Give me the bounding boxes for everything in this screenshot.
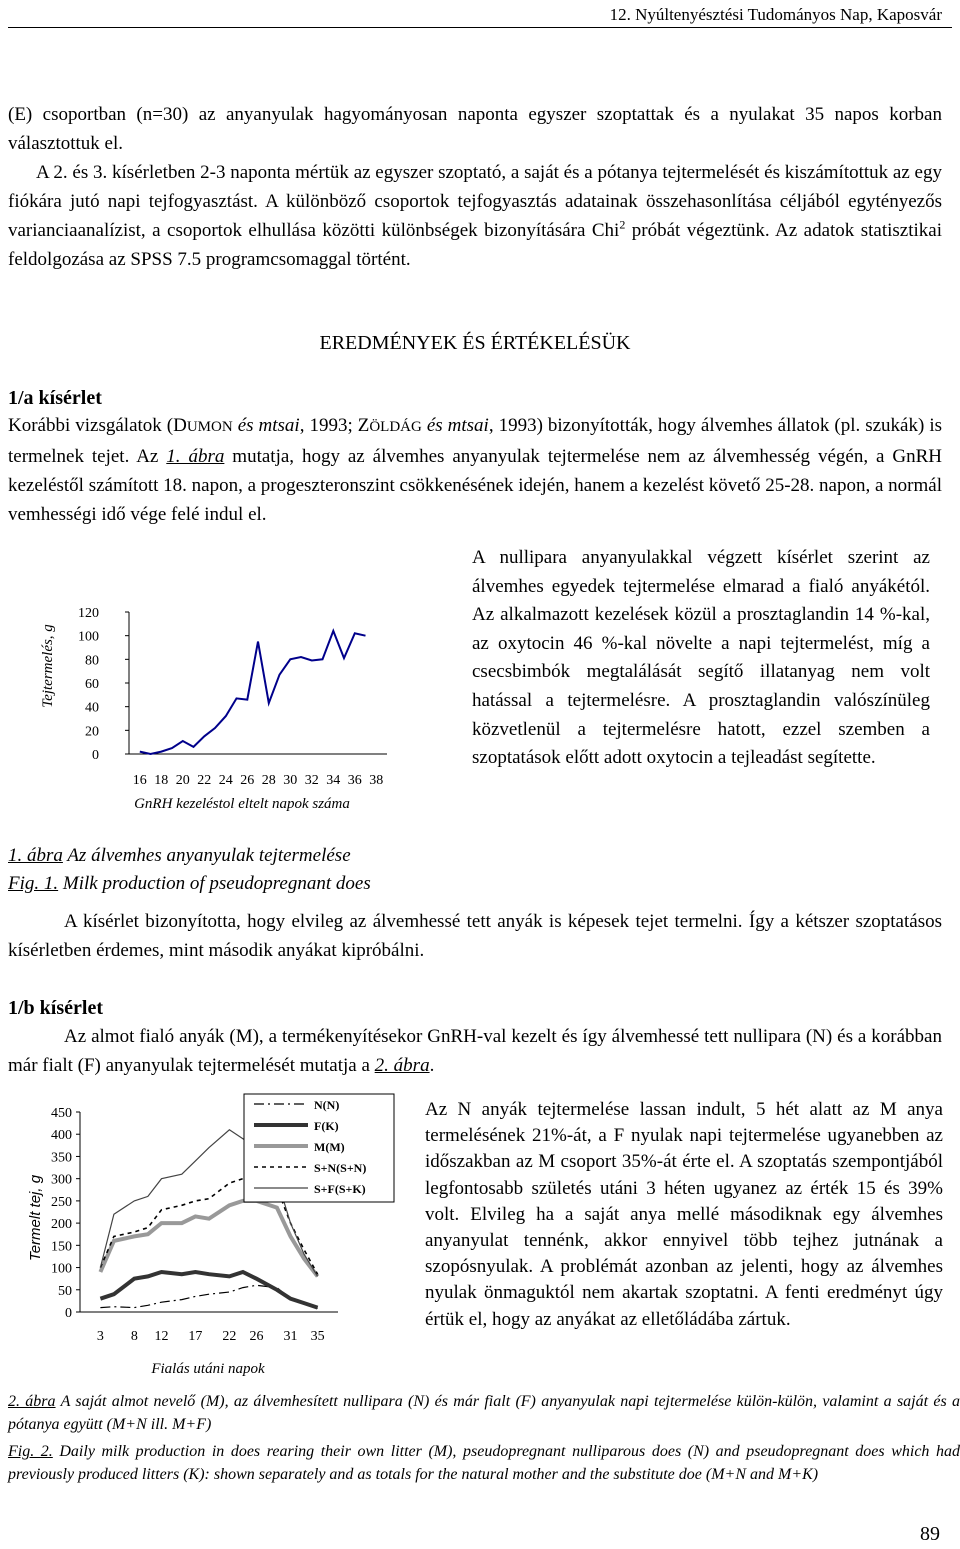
- fig2-y-ticks: [51, 1106, 80, 1321]
- paragraph-7-text: Az N anyák tejtermelése lassan indult, 5 hét alatt az M anya termelésének 21%-át, a F nyulak napi tejtermelése ugyanebben az időszakban az M csoport 35%-át érte el. A szoptatás szempontjából legfontosabb születés utáni 3 héten ugyanez az érték 15 és 39% volt. Elvileg ha a saját anya mellé másodiknak egy álvemhes anyanyulat tennénk, akkor ennyivel több tejhez jutnának a szopósnyulak. A problémát azonban az jelenti, hogy az álvemhes nyulak önmaguktól nem akartak szoptatni. A fenti eredményt úgy értük el, hogy az anyákat az elletőládába zártuk.: [425, 1099, 943, 1330]
- fig1-y-ticks: [78, 606, 129, 763]
- fig1-y-tick-label: 40: [85, 700, 99, 716]
- figure-1-caption-hu: [8, 842, 351, 870]
- section-title: EREDMÉNYEK ÉS ÉRTÉKELÉSÜK: [319, 332, 631, 354]
- chi-superscript: 2: [619, 217, 626, 232]
- fig2-caption-en-label: Fig. 2.: [8, 1443, 53, 1460]
- figure-2-caption-en: [8, 1440, 960, 1486]
- paragraph-2-text-b: próbát végeztünk. Az adatok statisztikai feldolgozása az SPSS 7.5 programcsomaggal történt.: [8, 220, 942, 270]
- fig1-y-tick-label: 100: [78, 629, 99, 645]
- fig1-x-tick-label: 22: [197, 773, 212, 788]
- fig2-y-tick-label: 450: [51, 1106, 72, 1121]
- fig1-y-tick-label: 80: [85, 653, 99, 669]
- fig1-y-tick-label: 120: [78, 606, 99, 621]
- figure-1-chart: [30, 598, 450, 826]
- fig1-caption-hu-label: 1. ábra: [8, 845, 63, 866]
- p3g: , 1993) bizonyították, hogy álvemhes állatok (pl. szukák) is termelnek tejet. Az: [8, 415, 942, 467]
- fig2-legend-label: N(N): [314, 1098, 340, 1112]
- fig1-ylabel: Tejtermelés, g: [40, 624, 56, 708]
- fig2-y-tick-label: 0: [65, 1306, 72, 1321]
- paragraph-2: [8, 158, 942, 274]
- p3f: és mtsai: [421, 415, 489, 436]
- fig1-x-tick-label: 18: [154, 773, 169, 788]
- fig1-x-ticks: [133, 773, 384, 788]
- fig1-series-line: [140, 631, 366, 754]
- fig1-caption-hu-text: Az álvemhes anyanyulak tejtermelése: [62, 845, 351, 866]
- fig1-caption-en-text: Milk production of pseudopregnant does: [58, 873, 371, 894]
- fig2-series-f-k-: [100, 1272, 317, 1308]
- fig2-legend-label: S+F(S+K): [314, 1182, 366, 1196]
- header-text: 12. Nyúltenyésztési Tudományos Nap, Kaposvár: [609, 5, 942, 24]
- fig1-x-tick-label: 36: [347, 773, 362, 788]
- fig2-y-tick-label: 250: [51, 1194, 72, 1210]
- subsection-1a-title: 1/a kísérlet: [8, 387, 102, 409]
- paragraph-3: [8, 411, 942, 529]
- figure-2-reference[interactable]: 2. ábra: [374, 1055, 430, 1076]
- fig2-x-tick-label: 22: [222, 1329, 237, 1344]
- paragraph-7: [425, 1097, 943, 1333]
- fig1-x-tick-label: 28: [261, 773, 276, 788]
- fig1-x-tick-label: 20: [175, 773, 190, 788]
- fig1-caption-en-label: Fig. 1.: [8, 873, 59, 894]
- fig2-y-tick-label: 50: [58, 1283, 72, 1299]
- fig1-x-tick-label: 30: [283, 773, 298, 788]
- fig2-y-tick-label: 200: [51, 1217, 72, 1233]
- p6c: .: [429, 1055, 435, 1076]
- fig1-x-tick-label: 24: [218, 773, 233, 788]
- fig2-xlabel: Fialás utáni napok: [151, 1361, 265, 1377]
- fig2-y-tick-label: 400: [51, 1128, 72, 1144]
- fig1-y-tick-label: 20: [85, 724, 99, 740]
- running-header: [0, 0, 960, 28]
- fig2-x-tick-label: 31: [283, 1329, 298, 1344]
- p3c: és mtsai: [232, 415, 300, 436]
- fig2-x-ticks: [97, 1329, 325, 1344]
- header-rule: [8, 27, 952, 28]
- paragraph-2-text-a: A 2. és 3. kísérletben 2-3 naponta mértük az egyszer szoptató, a saját és a pótanya tejtermelését és kiszámítottuk az egy fiókára jutó napi tejfogyasztást. A különböző csoportok tejfogyasztás adatainak összehasonlítása céljából egytényezős varianciaanalízist, a csoportok elhullása közötti különbségek bizonyítására Chi: [8, 162, 942, 241]
- paragraph-5: [8, 907, 942, 965]
- figure-1-reference[interactable]: 1. ábra: [166, 446, 225, 467]
- p3d: , 1993; Z: [299, 415, 370, 436]
- fig2-caption-en-text: Daily milk production in does rearing their own litter (M), pseudopregnant nulliparous does (N) and pseudopregnant does which had previously produced litters (K): shown separately and as totals for the natural mother and the substitute doe (M+N and M+K): [8, 1443, 960, 1483]
- paragraph-4: [472, 544, 930, 773]
- fig2-ylabel: Termelt tej, g: [27, 1174, 44, 1262]
- fig1-x-tick-label: 26: [240, 773, 255, 788]
- p6a: Az almot fialó anyák (M), a termékenyítésekor GnRH-val kezelt és így álvemhessé tett nullipara (N) és a korábban már fialt (F) anyanyulak tejtermelését mutatja a: [8, 1026, 942, 1076]
- fig2-y-tick-label: 150: [51, 1239, 72, 1255]
- fig2-y-tick-label: 100: [51, 1261, 72, 1277]
- paragraph-6: [8, 1022, 942, 1080]
- paragraph-4-text: A nullipara anyanyulakkal végzett kísérlet szerint az álvemhes egyedek tejtermelése elmarad a fialó anyákétól. Az alkalmazott kezelések közül a prosztaglandin 14 %-kal, az oxytocin 46 %-kal növelte a napi tejtermelést, míg a csecsbimbók megtalálását segítő illatanyag nem volt hatással a tejtermelésre. A prosztaglandin valószínüleg közvetlenül a tejtermelésre hatott, ezzel szemben a szoptatások előtt adott oxytocin a tejleadást segítette.: [472, 547, 930, 769]
- fig2-y-tick-label: 300: [51, 1172, 72, 1188]
- figure-2-caption-hu: [8, 1390, 960, 1436]
- fig1-y-tick-label: 60: [85, 677, 99, 692]
- paragraph-1: [8, 100, 942, 158]
- fig1-x-tick-label: 32: [304, 773, 319, 788]
- fig2-x-tick-label: 3: [96, 1329, 104, 1344]
- p3a: Korábbi vizsgálatok (D: [8, 415, 187, 436]
- figure-1-caption-en: [8, 870, 371, 898]
- paragraph-1-text: (E) csoportban (n=30) az anyanyulak hagyományosan naponta egyszer szoptattak és a nyulakat 35 napos korban választottuk el.: [8, 104, 942, 154]
- fig2-x-tick-label: 35: [310, 1329, 325, 1344]
- fig1-x-tick-label: 16: [132, 773, 147, 788]
- fig2-x-tick-label: 17: [188, 1329, 203, 1344]
- fig2-caption-hu-text: A saját almot nevelő (M), az álvemhesített nullipara (N) és már fialt (F) anyanyulak napi tejtermelése külön-külön, valamint a saját és a pótanya együtt (M+N ill. M+F): [8, 1393, 960, 1433]
- paragraph-5-text: A kísérlet bizonyította, hogy elvileg az álvemhessé tett anyák is képesek tejet termelni. Így a kétszer szoptatásos kísérletben érdemes, mint második anyákat kipróbálni.: [8, 911, 942, 961]
- author-zoldag: ÖLDÁG: [369, 419, 422, 435]
- fig2-x-tick-label: 8: [130, 1329, 138, 1344]
- fig1-xlabel: GnRH kezeléstol eltelt napok száma: [134, 796, 350, 812]
- fig2-caption-hu-label: 2. ábra: [8, 1393, 56, 1410]
- page-number: 89: [920, 1523, 940, 1545]
- author-dumon: UMON: [186, 419, 233, 435]
- fig2-series-m-m-: [100, 1201, 317, 1277]
- fig2-x-tick-label: 12: [154, 1329, 169, 1344]
- fig2-legend-label: M(M): [314, 1140, 345, 1154]
- figure-2-chart: [18, 1090, 398, 1390]
- p3i: mutatja, hogy az álvemhes anyanyulak tejtermelése nem az álvemhesség végén, a GnRH kezeléstől számított 18. napon, a progeszteronszint csökkenésének idején, hanem a kezelést követő 25-28. napon, a normál vemhességi idő vége felé indul el.: [8, 446, 942, 525]
- fig1-x-tick-label: 34: [326, 773, 341, 788]
- fig1-x-tick-label: 38: [369, 773, 384, 788]
- subsection-1b-title: 1/b kísérlet: [8, 997, 103, 1019]
- fig2-legend: [244, 1094, 394, 1202]
- fig2-y-tick-label: 350: [51, 1150, 72, 1166]
- fig2-legend-label: S+N(S+N): [314, 1161, 367, 1175]
- fig2-x-tick-label: 26: [249, 1329, 264, 1344]
- fig1-y-tick-label: 0: [92, 748, 99, 763]
- fig2-legend-label: F(K): [314, 1119, 339, 1133]
